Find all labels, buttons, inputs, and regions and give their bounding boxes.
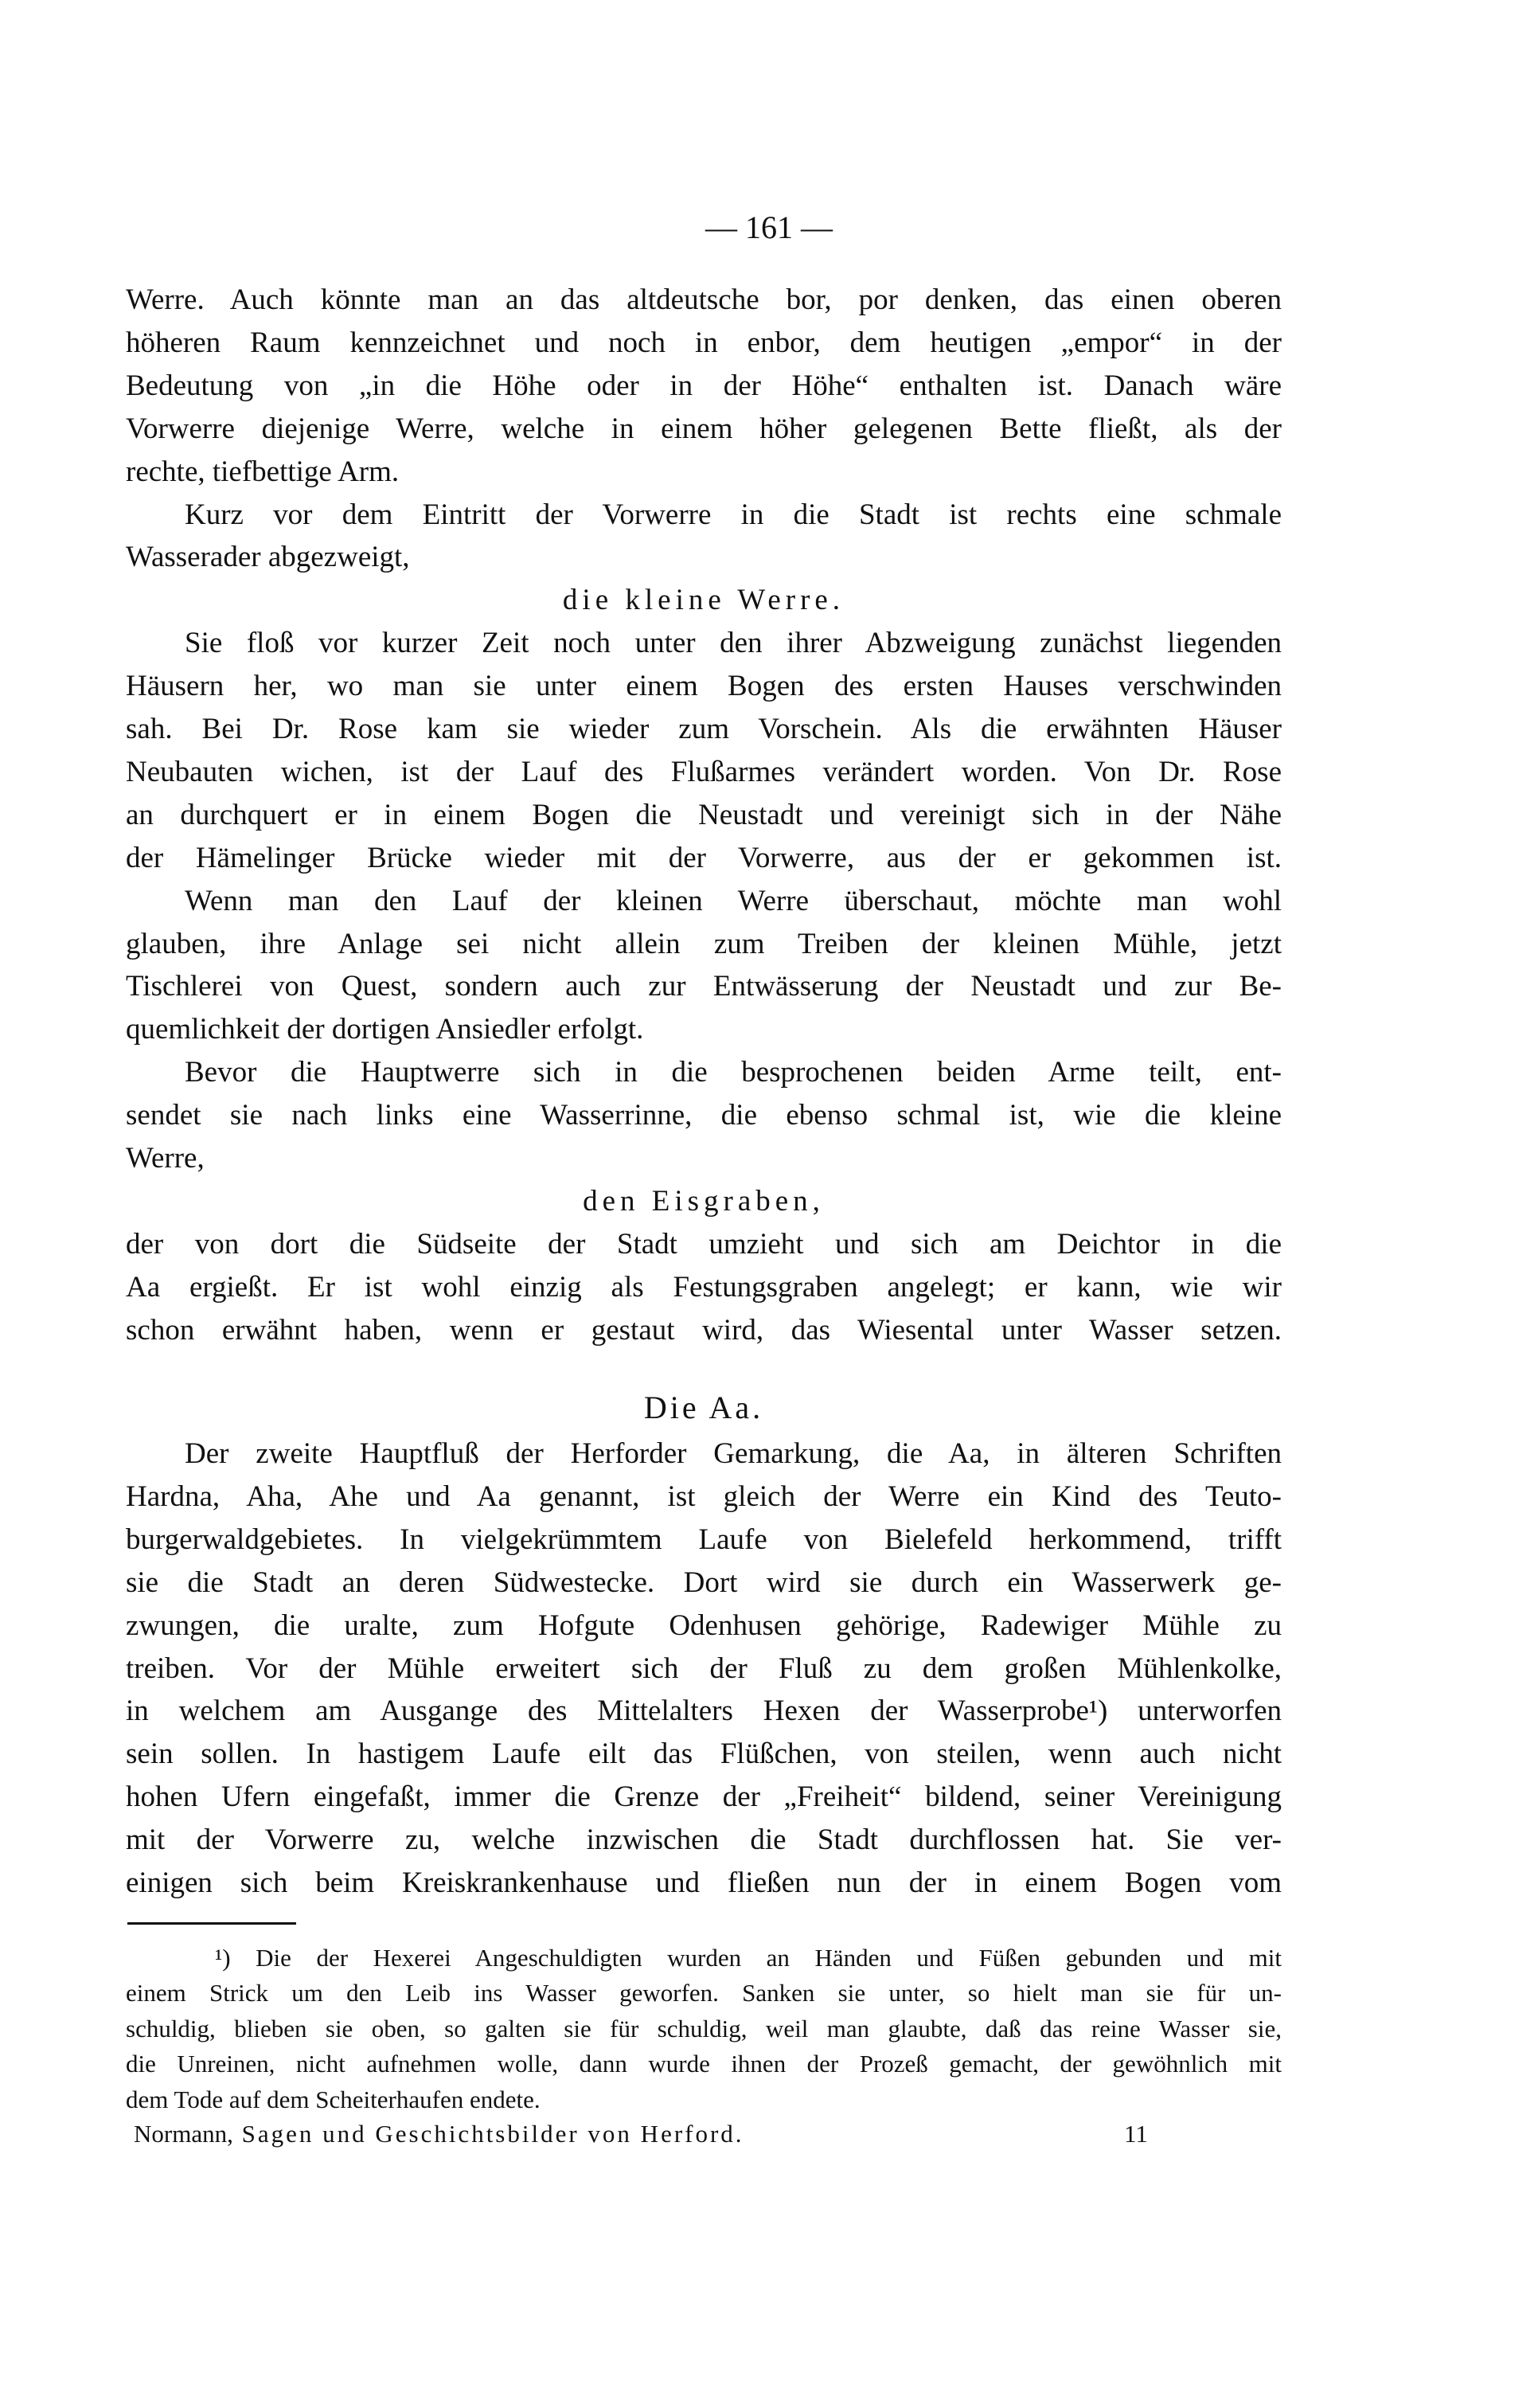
- footnote-line: dem Tode auf dem Scheiterhaufen endete.: [126, 2085, 541, 2113]
- text-line: in welchem am Ausgange des Mittelalters Hexen der Wasserprobe¹) unterworfen: [126, 1695, 1282, 1728]
- page-number: — 161 —: [705, 209, 833, 245]
- text-line: Tischlerei von Quest, sondern auch zur Entwässerung der Neustadt und zur Be-: [126, 970, 1282, 1003]
- footnote-line: einem Strick um den Leib ins Wasser geworfen. Sanken sie unter, so hielt man sie für un-: [126, 1979, 1282, 2007]
- section-heading: Die Aa.: [643, 1390, 764, 1425]
- text-line: Der zweite Hauptfluß der Herforder Gemarkung, die Aa, in älteren Schriften: [185, 1437, 1282, 1470]
- text-line: Sie floß vor kurzer Zeit noch unter den ihrer Abzweigung zunächst liegenden: [185, 627, 1282, 660]
- text-line: Werre,: [126, 1142, 205, 1175]
- text-line: Wenn man den Lauf der kleinen Werre überschaut, möchte man wohl: [185, 884, 1282, 917]
- footnote-line: schuldig, blieben sie oben, so galten sie für schuldig, weil man glaubte, daß das reine Wasser sie,: [126, 2014, 1282, 2042]
- signature-author: Normann,: [134, 2120, 233, 2148]
- signature-line: [134, 2120, 744, 2148]
- text-line: sah. Bei Dr. Rose kam sie wieder zum Vorschein. Als die erwähnten Häuser: [126, 713, 1282, 745]
- text-line: Hardna, Aha, Ahe und Aa genannt, ist gleich der Werre ein Kind des Teuto-: [126, 1480, 1282, 1513]
- footnote-divider: [127, 1922, 296, 1925]
- text-line: Häusern her, wo man sie unter einem Bogen des ersten Hauses verschwinden: [126, 670, 1282, 703]
- text-line: Aa ergießt. Er ist wohl einzig als Festungsgraben angelegt; er kann, wie wir: [126, 1270, 1282, 1304]
- footnote-line: ¹) Die der Hexerei Angeschuldigten wurden an Händen und Füßen gebunden und mit: [215, 1944, 1282, 1972]
- text-line: Kurz vor dem Eintritt der Vorwerre in die Stadt ist rechts eine schmale: [185, 498, 1282, 531]
- text-line: sendet sie nach links eine Wasserrinne, die ebenso schmal ist, wie die kleine: [126, 1099, 1282, 1132]
- text-line: Neubauten wichen, ist der Lauf des Flußarmes verändert worden. Von Dr. Rose: [126, 755, 1282, 788]
- text-line: sein sollen. In hastigem Laufe eilt das Flüßchen, von steilen, wenn auch nicht: [126, 1738, 1282, 1771]
- text-line: der Hämelinger Brücke wieder mit der Vorwerre, aus der er gekommen ist.: [126, 841, 1282, 874]
- text-line: Vorwerre diejenige Werre, welche in einem höher gelegenen Bette fließt, als der: [126, 412, 1282, 445]
- text-line: Werre. Auch könnte man an das altdeutsche bor, por denken, das einen oberen: [126, 283, 1282, 316]
- text-line: quemlichkeit der dortigen Ansiedler erfolgt.: [126, 1013, 644, 1046]
- text-line: der von dort die Südseite der Stadt umzieht und sich am Deichtor in die: [126, 1227, 1282, 1261]
- text-line: einigen sich beim Kreiskrankenhause und fließen nun der in einem Bogen vom: [126, 1867, 1282, 1899]
- text-line: sie die Stadt an deren Südwestecke. Dort wird sie durch ein Wasserwerk ge-: [126, 1566, 1282, 1599]
- text-line: mit der Vorwerre zu, welche inzwischen die Stadt durchflossen hat. Sie ver-: [126, 1824, 1282, 1857]
- text-line: burgerwaldgebietes. In vielgekrümmtem Laufe von Bielefeld herkommend, trifft: [126, 1523, 1282, 1556]
- text-line: Wasserader abgezweigt,: [126, 541, 410, 574]
- footnote-line: die Unreinen, nicht aufnehmen wolle, dann wurde ihnen der Prozeß gemacht, der gewöhnlich mit: [126, 2050, 1282, 2078]
- text-line: den Eisgraben,: [583, 1184, 825, 1218]
- signature-title: Sagen und Geschichtsbilder von Herford.: [232, 2120, 744, 2148]
- text-line: rechte, tiefbettige Arm.: [126, 455, 400, 488]
- sheet-number: 11: [1124, 2120, 1148, 2148]
- text-line: glauben, ihre Anlage sei nicht allein zum Treiben der kleinen Mühle, jetzt: [126, 927, 1282, 960]
- text-line: hohen Ufern eingefaßt, immer die Grenze der „Freiheit“ bildend, seiner Vereinigung: [126, 1781, 1282, 1814]
- text-line: die kleine Werre.: [562, 584, 845, 617]
- text-line: Bevor die Hauptwerre sich in die besprochenen beiden Arme teilt, ent-: [185, 1056, 1282, 1089]
- text-line: schon erwähnt haben, wenn er gestaut wird, das Wiesental unter Wasser setzen.: [126, 1313, 1282, 1347]
- text-line: an durchquert er in einem Bogen die Neustadt und vereinigt sich in der Nähe: [126, 798, 1282, 831]
- text-line: zwungen, die uralte, zum Hofgute Odenhusen gehörige, Radewiger Mühle zu: [126, 1609, 1282, 1642]
- text-line: treiben. Vor der Mühle erweitert sich der Fluß zu dem großen Mühlenkolke,: [126, 1652, 1282, 1685]
- text-line: höheren Raum kennzeichnet und noch in enbor, dem heutigen „empor“ in der: [126, 326, 1282, 359]
- text-line: Bedeutung von „in die Höhe oder in der Höhe“ enthalten ist. Danach wäre: [126, 369, 1282, 402]
